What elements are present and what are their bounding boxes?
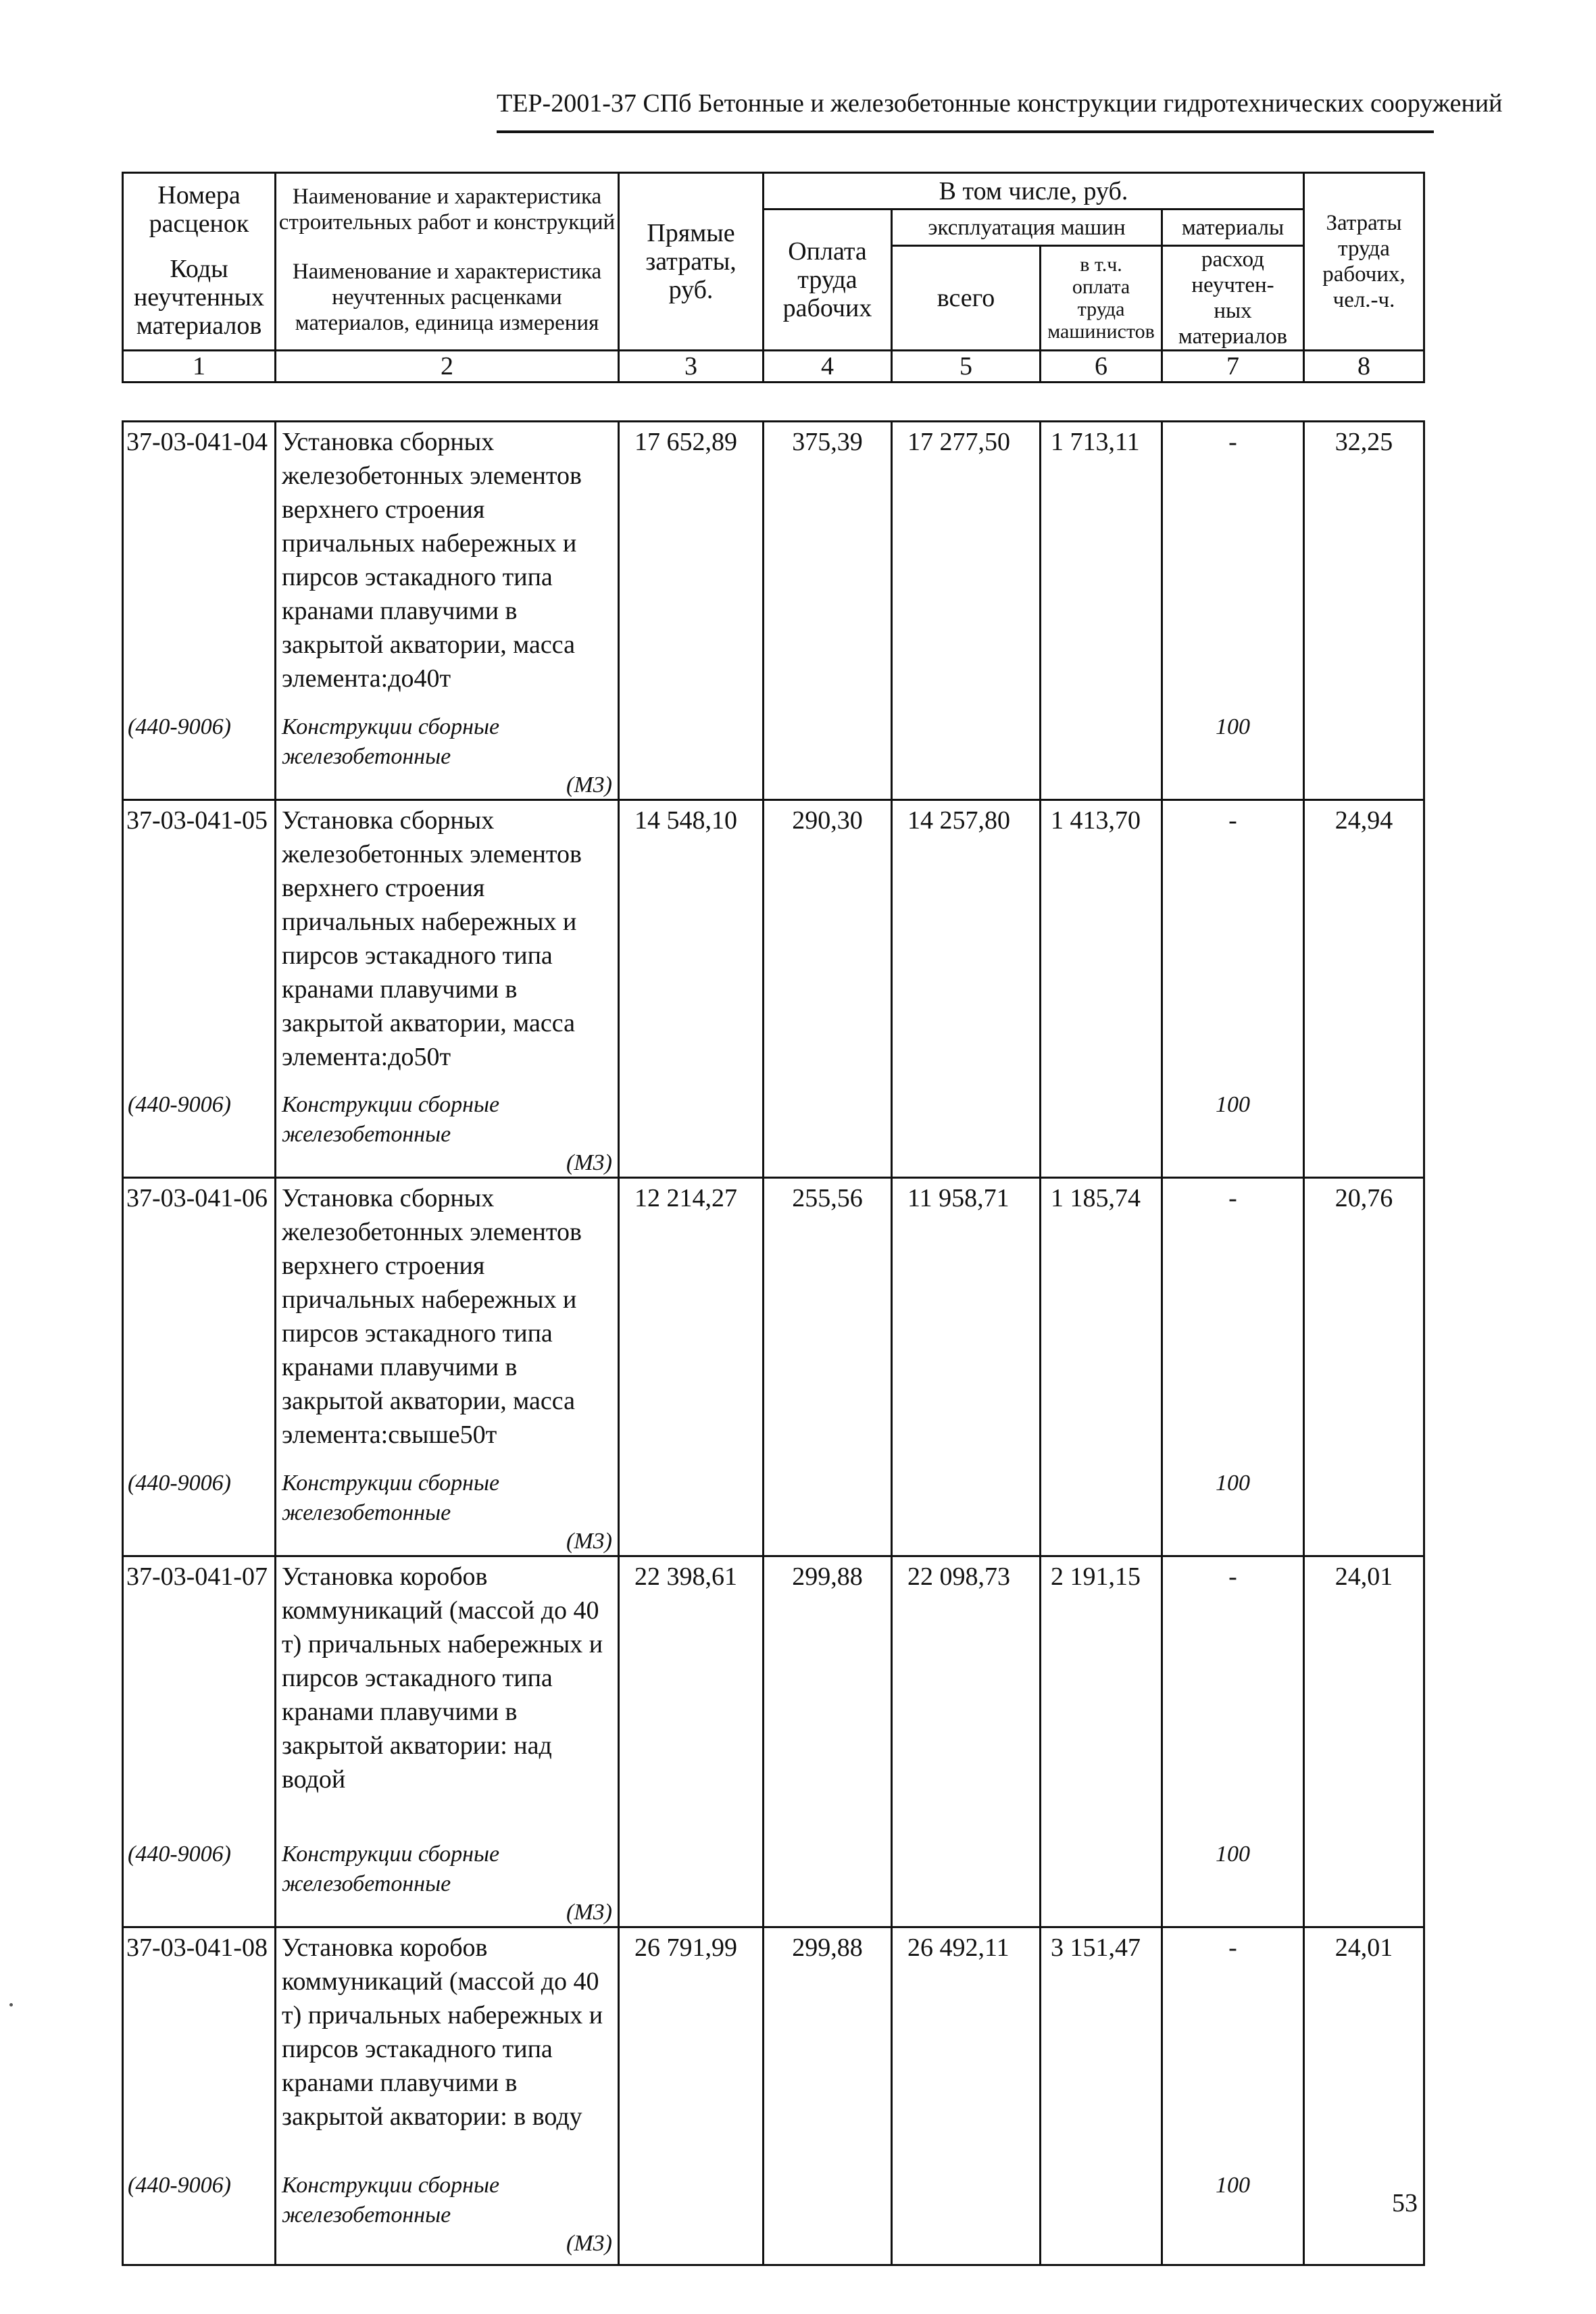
material-name: Конструкции сборные железобетонные xyxy=(282,714,500,769)
rate-code: 37-03-041-07 xyxy=(126,1562,268,1591)
material-name: Конструкции сборные железобетонные xyxy=(282,1842,500,1896)
materials-cost: - xyxy=(1228,806,1237,835)
material-row xyxy=(123,1090,1424,1178)
rate-code: 37-03-041-06 xyxy=(126,1184,268,1212)
group-header: В том числе, руб. xyxy=(764,173,1304,210)
col3-header: Прямые затраты, руб. xyxy=(619,173,764,351)
col7-header: расход неучтен- ных материалов xyxy=(1162,246,1304,351)
material-row xyxy=(123,2171,1424,2265)
direct-cost: 17 652,89 xyxy=(634,428,737,456)
header-rule xyxy=(497,130,1434,133)
machinist-pay: 2 191,15 xyxy=(1051,1562,1141,1591)
labor-pay: 299,88 xyxy=(792,1934,863,1962)
machinist-pay: 1 713,11 xyxy=(1051,428,1140,456)
material-code: (440-9006) xyxy=(128,714,231,739)
materials-header: материалы xyxy=(1162,210,1304,246)
materials-cost: - xyxy=(1228,428,1237,456)
col5-header: всего xyxy=(892,246,1041,351)
column-numbers-row: 1 2 3 4 5 6 7 8 xyxy=(123,351,1424,383)
work-description: Установка коробов коммуникаций (массой до 40 т) причальных набережных и пирсов эстакадного типа кранами плавучими в закрытой акватории: в воду xyxy=(282,1934,603,2131)
work-description: Установка коробов коммуникаций (массой до 40 т) причальных набережных и пирсов эстакадного типа кранами плавучими в закрытой акватории: над водой xyxy=(282,1562,603,1794)
material-unit: (М3) xyxy=(566,1150,612,1175)
machine-total: 22 098,73 xyxy=(907,1562,1010,1591)
material-quantity: 100 xyxy=(1216,1842,1250,1867)
rate-code: 37-03-041-08 xyxy=(126,1934,268,1962)
material-unit: (М3) xyxy=(566,1900,612,1925)
material-unit: (М3) xyxy=(566,1528,612,1554)
running-header: ТЕР-2001-37 СПб Бетонные и железобетонные конструкции гидротехнических сооружений xyxy=(497,89,1503,118)
labor-pay: 290,30 xyxy=(792,806,863,835)
work-description: Установка сборных железобетонных элементов верхнего строения причальных набережных и пирсов эстакадного типа кранами плавучими в закрытой акватории, масса элемента:свыше50т xyxy=(282,1184,582,1449)
labor-hours: 24,01 xyxy=(1335,1562,1393,1591)
material-code: (440-9006) xyxy=(128,1470,231,1496)
material-quantity: 100 xyxy=(1216,1092,1250,1117)
material-code: (440-9006) xyxy=(128,1092,231,1117)
material-quantity: 100 xyxy=(1216,2172,1250,2198)
material-code: (440-9006) xyxy=(128,2172,231,2198)
machinist-pay: 3 151,47 xyxy=(1051,1934,1141,1962)
material-row xyxy=(123,1469,1424,1556)
direct-cost: 14 548,10 xyxy=(634,806,737,835)
rate-code: 37-03-041-05 xyxy=(126,806,268,835)
labor-hours: 24,94 xyxy=(1335,806,1393,835)
material-name: Конструкции сборные железобетонные xyxy=(282,1092,500,1147)
col2-top-header: Наименование и характеристика строительных работ и конструкций xyxy=(276,173,619,246)
col4-header: Оплата труда рабочих xyxy=(764,210,892,351)
labor-hours: 24,01 xyxy=(1335,1934,1393,1962)
machine-total: 14 257,80 xyxy=(907,806,1010,835)
column-header-table xyxy=(122,172,1425,383)
table-row xyxy=(123,422,1424,712)
material-name: Конструкции сборные железобетонные xyxy=(282,2172,500,2227)
table-row xyxy=(123,1556,1424,1840)
rates-table xyxy=(122,420,1425,2266)
material-code: (440-9006) xyxy=(128,1842,231,1867)
materials-cost: - xyxy=(1228,1562,1237,1591)
machine-total: 26 492,11 xyxy=(907,1934,1009,1962)
direct-cost: 22 398,61 xyxy=(634,1562,737,1591)
material-row xyxy=(123,1840,1424,1927)
table-row xyxy=(123,1178,1424,1469)
material-quantity: 100 xyxy=(1216,1470,1250,1496)
material-name: Конструкции сборные железобетонные xyxy=(282,1470,500,1525)
col8-header: Затраты труда рабочих, чел.-ч. xyxy=(1304,173,1424,351)
col6-header: в т.ч. оплата труда машинистов xyxy=(1041,246,1162,351)
machine-total: 11 958,71 xyxy=(907,1184,1009,1212)
rate-code: 37-03-041-04 xyxy=(126,428,268,456)
labor-pay: 255,56 xyxy=(792,1184,863,1212)
direct-cost: 26 791,99 xyxy=(634,1934,737,1962)
materials-cost: - xyxy=(1228,1184,1237,1212)
machinist-pay: 1 413,70 xyxy=(1051,806,1141,835)
labor-pay: 375,39 xyxy=(792,428,863,456)
table-row xyxy=(123,799,1424,1090)
col1-bottom-header: Коды неучтенных материалов xyxy=(123,246,276,351)
material-unit: (М3) xyxy=(566,2230,612,2256)
work-description: Установка сборных железобетонных элементов верхнего строения причальных набережных и пирсов эстакадного типа кранами плавучими в закрытой акватории, масса элемента:до50т xyxy=(282,806,582,1071)
labor-hours: 20,76 xyxy=(1335,1184,1393,1212)
work-description: Установка сборных железобетонных элементов верхнего строения причальных набережных и пирсов эстакадного типа кранами плавучими в закрытой акватории, масса элемента:до40т xyxy=(282,428,582,693)
material-unit: (М3) xyxy=(566,772,612,797)
material-quantity: 100 xyxy=(1216,714,1250,739)
labor-pay: 299,88 xyxy=(792,1562,863,1591)
materials-cost: - xyxy=(1228,1934,1237,1962)
page-number: 53 xyxy=(1392,2189,1418,2217)
machines-header: эксплуатация машин xyxy=(892,210,1162,246)
col2-bottom-header: Наименование и характеристика неучтенных расценками материалов, единица измерения xyxy=(276,246,619,351)
direct-cost: 12 214,27 xyxy=(634,1184,737,1212)
labor-hours: 32,25 xyxy=(1335,428,1393,456)
col1-top-header: Номера расценок xyxy=(123,173,276,246)
machinist-pay: 1 185,74 xyxy=(1051,1184,1141,1212)
material-row xyxy=(123,712,1424,800)
table-row xyxy=(123,1927,1424,2171)
machine-total: 17 277,50 xyxy=(907,428,1010,456)
scan-speck xyxy=(9,2003,13,2007)
